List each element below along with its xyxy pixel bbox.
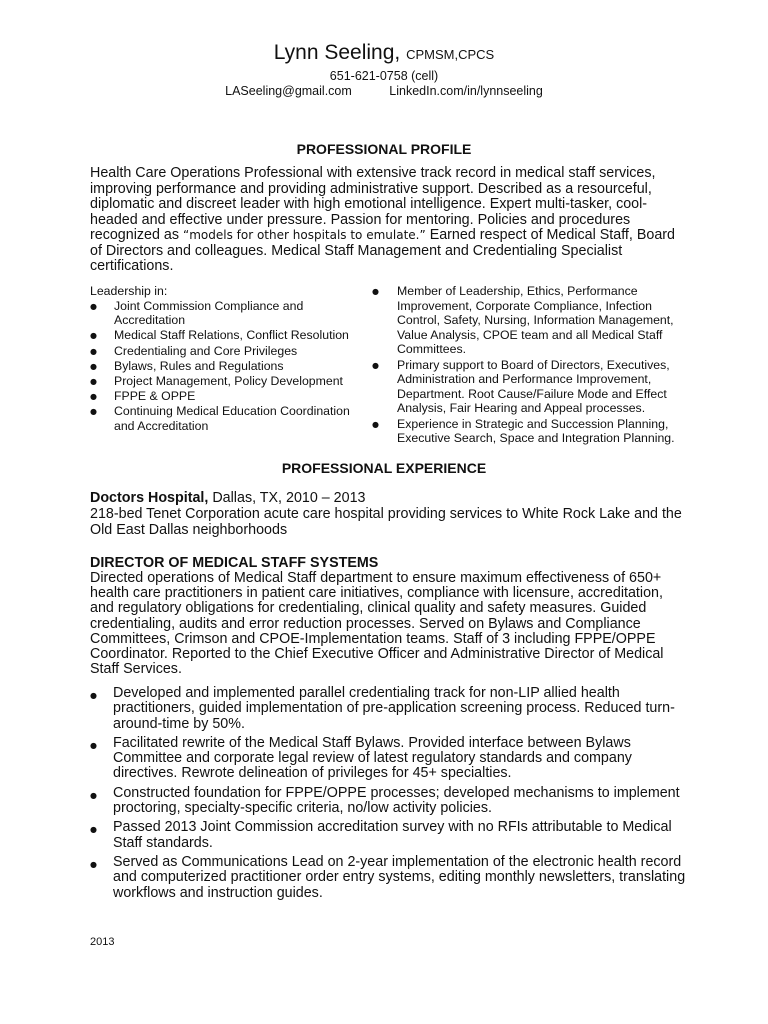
list-item: ● Project Management, Policy Development — [90, 374, 352, 389]
phone-number: 651-621-0758 (cell) — [329, 69, 439, 83]
leadership-label: Leadership in: — [90, 284, 168, 298]
profile-text-2: Earned respect of Medical Staff, Board of Directors and colleagues. Medical Staff Management and Credentialing Specialist certifications. — [90, 227, 675, 274]
list-item: ● Passed 2013 Joint Commission accreditation survey with no RFIs attributable to Medical Staff standards. — [90, 820, 690, 851]
job-title: DIRECTOR OF MEDICAL STAFF SYSTEMS — [90, 555, 379, 571]
list-item: ● Bylaws, Rules and Regulations — [90, 359, 352, 374]
leadership-column-right — [372, 284, 690, 446]
achievements-list — [90, 686, 690, 905]
email-address: LASeeling@gmail.com — [225, 84, 352, 98]
resume-header — [0, 40, 768, 99]
professional-experience-heading: PROFESSIONAL EXPERIENCE — [281, 460, 487, 476]
list-item: ● Experience in Strategic and Succession Planning, Executive Search, Space and Integration Planning. — [372, 417, 690, 446]
list-item: ● Joint Commission Compliance and Accreditation — [90, 299, 352, 328]
leadership-list-right — [372, 284, 690, 446]
profile-text-1: Health Care Operations Professional with extensive track record in medical staff services, improving performance and providing administrative support. Described as a resourceful, diplomatic and discreet leader with high emotional intelligence. Expert multi-tasker, cool-headed and effective under pressure. Passion for mentoring. Policies and procedures recognized as — [90, 165, 656, 243]
employer-details: Dallas, TX, 2010 – 2013 — [212, 490, 366, 506]
list-item: ● Continuing Medical Education Coordination and Accreditation — [90, 404, 352, 433]
list-item: ● Facilitated rewrite of the Medical Staff Bylaws. Provided interface between Bylaws Committee and corporate legal review of latest regulatory standards and company directives. Rewrote delineation of privileges for 45+ specialties. — [90, 736, 690, 782]
list-item: ● Developed and implemented parallel credentialing track for non-LIP allied health practitioners, guided implementation of pre-application screening process. Reduced turn-around-time by 50%. — [90, 686, 690, 732]
employer-name: Doctors Hospital, — [90, 490, 209, 506]
leadership-column-left — [90, 284, 352, 434]
employer-block — [90, 490, 690, 538]
linkedin-url: LinkedIn.com/in/lynnseeling — [389, 84, 543, 98]
leadership-list-left — [90, 299, 352, 434]
list-item: ● Served as Communications Lead on 2-year implementation of the electronic health record and computerized practitioner order entry systems, editing monthly newsletters, translating workflows and instruction guides. — [90, 855, 690, 901]
employer-description: 218-bed Tenet Corporation acute care hospital providing services to White Rock Lake and the Old East Dallas neighborhoods — [90, 506, 682, 538]
name-line — [0, 40, 768, 68]
credentials: CPMSM,CPCS — [406, 47, 495, 62]
list-item: ● Member of Leadership, Ethics, Performance Improvement, Corporate Compliance, Infection Control, Safety, Nursing, Information Management, Value Analysis, CPOE team and all Medical Staff Committees. — [372, 284, 690, 357]
professional-profile-heading: PROFESSIONAL PROFILE — [296, 141, 472, 157]
candidate-name: Lynn Seeling, — [273, 41, 401, 64]
profile-summary — [90, 166, 690, 275]
job-description: Directed operations of Medical Staff department to ensure maximum effectiveness of 650+ health care practitioners in patient care initiatives, compliance with licensure, accreditation, and regulatory obligations for credentialing, clinical quality and safety measures. Guided credentialing, audits and error reduction processes. Served on Bylaws and Compliance Committees, Crimson and CPOE-Implementation teams. Staff of 3 including FPPE/OPPE Coordinator. Reported to the Chief Executive Officer and Administrative Director of Medical Staff Services. — [90, 570, 664, 678]
list-item: ● Medical Staff Relations, Conflict Resolution — [90, 328, 352, 343]
footer-year: 2013 — [90, 936, 115, 948]
profile-quote: “models for other hospitals to emulate.” — [183, 228, 426, 242]
list-item: ● Primary support to Board of Directors, Executives, Administration and Performance Improvement, Department. Root Cause/Failure Mode and Effect Analysis, Fair Hearing and Appeal processes. — [372, 358, 690, 416]
list-item: ● Credentialing and Core Privileges — [90, 344, 352, 359]
list-item: ● FPPE & OPPE — [90, 389, 352, 404]
contact-line — [0, 84, 768, 99]
list-item: ● Constructed foundation for FPPE/OPPE processes; developed mechanisms to implement proctoring, specialty-specific criteria, no/low activity policies. — [90, 786, 690, 817]
